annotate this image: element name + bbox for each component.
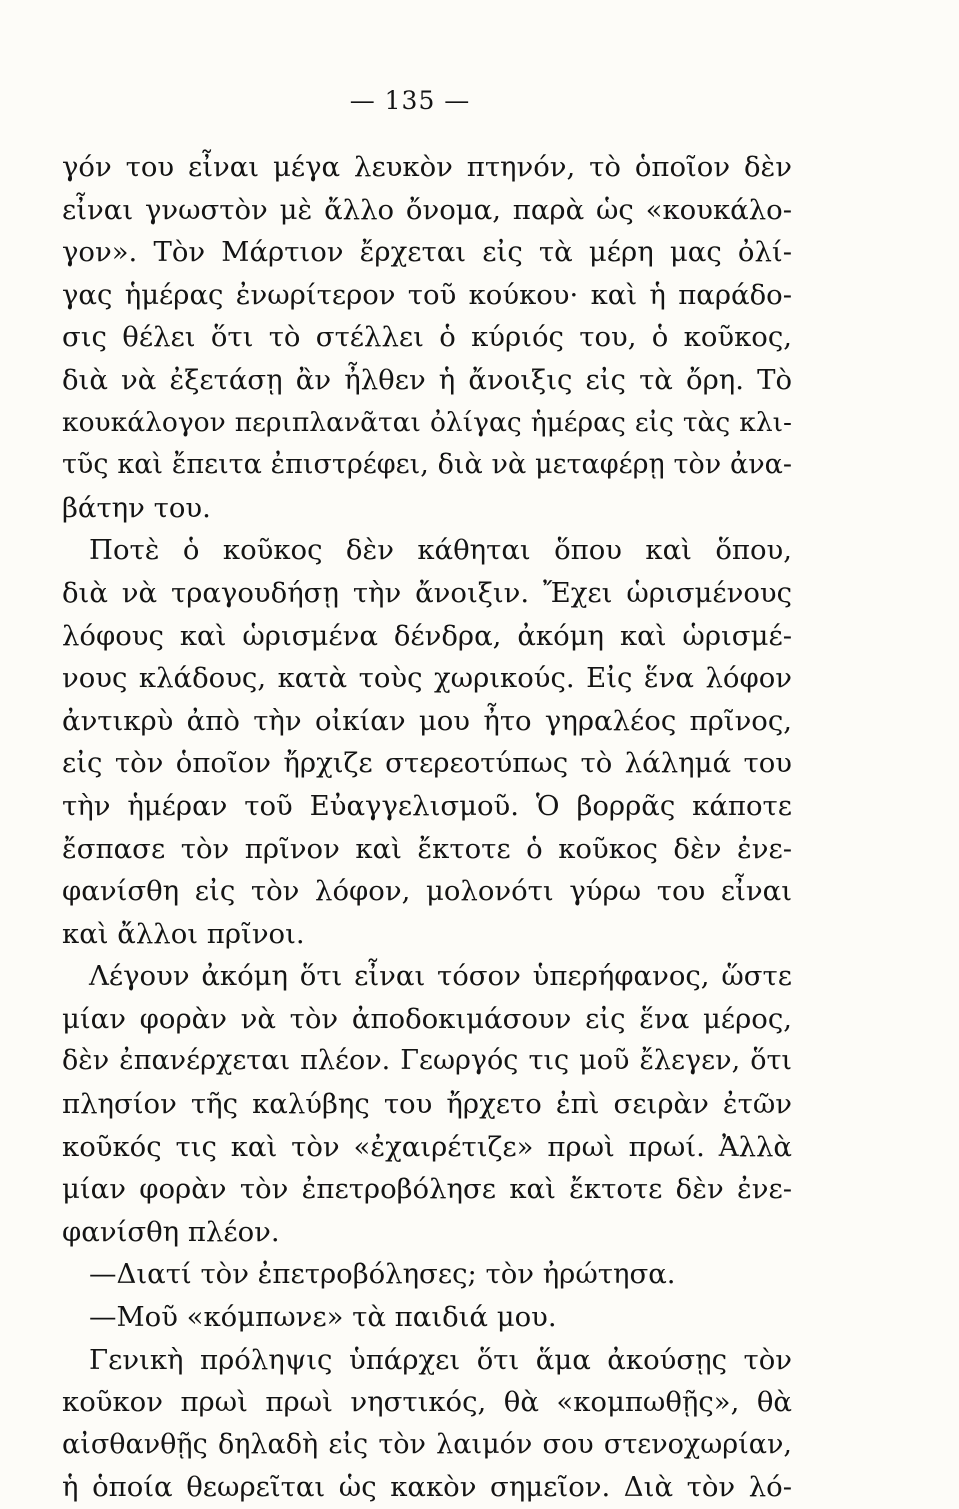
text-line: διὰ νὰ τραγουδήσῃ τὴν ἄνοιξιν. Ἔχει ὡρισμένους [62, 576, 792, 609]
text-line: εἰς τὸν ὁποῖον ἤρχιζε στερεοτύπως τὸ λάλημά του [62, 747, 792, 780]
text-line: δὲν ἐπανέρχεται πλέον. Γεωργός τις μοῦ ἔλεγεν, ὅτι [62, 1045, 792, 1077]
text-line: κοῦκον πρωὶ πρωὶ νηστικός, θὰ «κομπωθῇς», θὰ [62, 1386, 792, 1419]
text-line: πλησίον τῆς καλύβης του ἤρχετο ἐπὶ σειρὰν ἐτῶν [62, 1088, 792, 1121]
text-line: ἀντικρὺ ἀπὸ τὴν οἰκίαν μου ἦτο γηραλέος πρῖνος, [62, 704, 792, 737]
text-line: αἰσθανθῇς δηλαδὴ εἰς τὸν λαιμόν σου στενοχωρίαν, [62, 1428, 792, 1460]
text-line: τῦς καὶ ἔπειτα ἐπιστρέφει, διὰ νὰ μεταφέρῃ τὸν ἀνα- [62, 449, 792, 481]
text-line: σις θέλει ὅτι τὸ στέλλει ὁ κύριός του, ὁ κοῦκος, [62, 321, 792, 354]
text-line: —Μοῦ «κόμπωνε» τὰ παιδιά μου. [89, 1301, 557, 1334]
text-line: εἶναι γνωστὸν μὲ ἄλλο ὄνομα, παρὰ ὡς «κουκάλο- [62, 193, 792, 226]
text-line: καὶ ἄλλοι πρῖνοι. [62, 917, 305, 950]
text-line: φανίσθη πλέον. [62, 1215, 280, 1248]
text-line: Γενικὴ πρόληψις ὑπάρχει ὅτι ἅμα ἀκούσῃς τὸν [89, 1343, 792, 1376]
text-line: ἔσπασε τὸν πρῖνον καὶ ἔκτοτε ὁ κοῦκος δὲν ἐνε- [62, 832, 792, 865]
text-line: βάτην του. [62, 491, 211, 524]
text-line: φανίσθη εἰς τὸν λόφον, μολονότι γύρω του εἶναι [62, 875, 792, 908]
text-line: διὰ νὰ ἐξετάσῃ ἂν ἦλθεν ἡ ἄνοιξις εἰς τὰ ὄρη. Τὸ [62, 363, 792, 396]
text-line: τὴν ἡμέραν τοῦ Εὐαγγελισμοῦ. Ὁ βορρᾶς κάποτε [62, 789, 792, 822]
text-line: Ποτὲ ὁ κοῦκος δὲν κάθηται ὅπου καὶ ὅπου, [89, 534, 792, 567]
text-line: νους κλάδους, κατὰ τοὺς χωρικούς. Εἰς ἕνα λόφον [62, 662, 792, 695]
text-line: γον». Τὸν Μάρτιον ἔρχεται εἰς τὰ μέρη μας ὀλί- [62, 236, 792, 269]
text-line: λόφους καὶ ὡρισμένα δένδρα, ἀκόμη καὶ ὡρισμέ- [62, 619, 792, 652]
text-line: γας ἡμέρας ἐνωρίτερον τοῦ κούκου· καὶ ἡ παράδο- [62, 278, 792, 311]
text-line: κοῦκός τις καὶ τὸν «ἐχαιρέτιζε» πρωὶ πρωί. Ἀλλὰ [62, 1130, 792, 1163]
text-line: γόν του εἶναι μέγα λευκὸν πτηνόν, τὸ ὁποῖον δὲν [62, 151, 792, 183]
text-line: Λέγουν ἀκόμη ὅτι εἶναι τόσον ὑπερήφανος, ὥστε [89, 960, 792, 993]
text-line: κουκάλογον περιπλανᾶται ὀλίγας ἡμέρας εἰς τὰς κλι- [62, 406, 792, 438]
page-number: — 135 — [349, 86, 471, 115]
body-text [62, 146, 792, 1509]
text-line: —Διατί τὸν ἐπετροβόλησες; τὸν ἠρώτησα. [89, 1258, 676, 1291]
text-line: μίαν φορὰν νὰ τὸν ἀποδοκιμάσουν εἰς ἕνα μέρος, [62, 1002, 792, 1035]
text-line: ἡ ὁποία θεωρεῖται ὡς κακὸν σημεῖον. Διὰ τὸν λό- [62, 1471, 792, 1504]
text-line: μίαν φορὰν τὸν ἐπετροβόλησε καὶ ἔκτοτε δὲν ἐνε- [62, 1173, 792, 1206]
